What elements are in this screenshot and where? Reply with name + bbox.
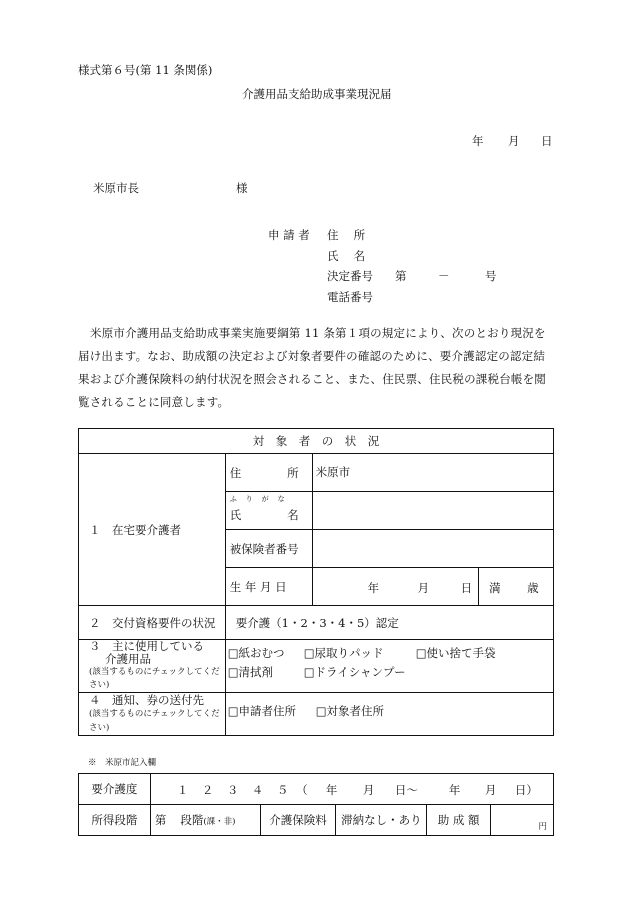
checkbox-disposable-gloves[interactable]: □使い捨て手袋	[415, 646, 496, 660]
date-day: 日	[541, 134, 553, 148]
section4-label: ４ 通知、券の送付先	[89, 693, 204, 707]
section1-label: １ 在宅要介護者	[79, 454, 226, 606]
age-field[interactable]	[479, 568, 554, 606]
consent-paragraph: 米原市介護用品支給助成事業実施要綱第 11 条第１項の規定により、次のとおり現況を届け出ます。なお、助成額の決定および対象者要件の確認のために、要介護認定の認定結果および介護保険料の納付状況を照会されること、また、住民票、住民税の課税台帳を閲覧されることに同意します。	[78, 326, 546, 409]
addressee-honorific: 様	[236, 181, 248, 195]
premium-label: 介護保険料	[260, 805, 336, 836]
subsidy-amount-cell[interactable]	[491, 805, 554, 836]
send-to-cell	[225, 693, 553, 736]
section4-note: (該当するものにチェックしてください)	[89, 709, 220, 733]
decision-go: 号	[485, 269, 497, 283]
period-year-1: 年	[325, 783, 338, 797]
arrears-status[interactable]: 滞納なし・あり	[336, 805, 427, 836]
section3-label-cell	[79, 640, 226, 693]
decision-dai: 第	[395, 269, 407, 283]
address-value: 米原市	[315, 465, 351, 479]
page-title: 介護用品支給助成事業現況届	[242, 87, 392, 101]
furigana-label: ふ り が な	[229, 495, 286, 503]
period-month-2: 月	[484, 783, 497, 797]
checkbox-cleansing-agent[interactable]: □清拭剤	[227, 665, 274, 679]
stage-note: (課・非)	[203, 817, 236, 827]
section3-label-1: ３ 主に使用している	[89, 639, 204, 653]
care-levels: １ ２ ３ ４ ５ （	[176, 783, 309, 797]
income-stage-cell[interactable]	[150, 805, 260, 836]
addressee-name: 米原市長	[93, 181, 139, 195]
birth-field[interactable]	[312, 568, 479, 606]
checkbox-diapers[interactable]: □紙おむつ	[227, 646, 285, 660]
status-table	[78, 428, 554, 736]
applicant-phone-label: 電話番号	[327, 290, 373, 304]
applicant-decision-label: 決定番号	[327, 269, 373, 283]
checkbox-urine-pads[interactable]: □尿取りパッド	[303, 646, 384, 660]
section2-value: 要介護（1・2・3・4・5）認定	[225, 606, 553, 640]
section3-label-2: 介護用品	[105, 652, 151, 666]
birth-label: 生 年 月 日	[225, 568, 312, 606]
stage-label: 段階	[180, 813, 204, 827]
applicant-name-label: 氏 名	[327, 249, 366, 263]
stage-dai: 第	[154, 813, 167, 827]
birth-month: 月	[417, 581, 430, 595]
name-label-cell	[225, 492, 312, 530]
date-month: 月	[508, 134, 520, 148]
period-month-1: 月	[362, 783, 375, 797]
name-label: 氏 名	[229, 508, 299, 522]
supplies-cell	[225, 640, 553, 693]
birth-year: 年	[367, 581, 380, 595]
age-unit: 歳	[527, 581, 539, 595]
decision-dash: －	[438, 269, 450, 283]
checkbox-subject-address[interactable]: □対象者住所	[315, 704, 385, 718]
name-field[interactable]	[312, 492, 553, 530]
form-number: 様式第６号(第 11 条関係)	[78, 63, 213, 77]
birth-day: 日	[460, 581, 473, 595]
period-day-2: 日）	[514, 783, 538, 797]
section3-note: (該当するものにチェックしてください)	[89, 667, 220, 690]
insured-label: 被保険者番号	[225, 530, 312, 568]
checkbox-dry-shampoo[interactable]: □ドライシャンプー	[303, 665, 406, 679]
city-use-table	[78, 773, 554, 836]
applicant-address-label: 住 所	[327, 228, 366, 242]
insured-field[interactable]	[312, 530, 553, 568]
date-year: 年	[472, 134, 484, 148]
section2-label: ２ 交付資格要件の状況	[79, 606, 226, 640]
address-value-cell[interactable]	[312, 454, 553, 492]
table-header: 対 象 者 の 状 況	[79, 429, 554, 454]
care-level-cell[interactable]	[150, 774, 553, 805]
section4-label-cell	[79, 693, 226, 736]
income-stage-label: 所得段階	[79, 805, 151, 836]
period-day-1: 日～	[394, 783, 418, 797]
checkbox-applicant-address[interactable]: □申請者住所	[227, 704, 297, 718]
care-level-label: 要介護度	[79, 774, 151, 805]
address-label: 住 所	[225, 454, 312, 492]
subsidy-label: 助 成 額	[427, 805, 491, 836]
applicant-label: 申 請 者	[268, 228, 310, 242]
period-year-2: 年	[448, 783, 461, 797]
city-use-label: ※ 米原市記入欄	[88, 758, 157, 768]
age-label: 満	[489, 581, 501, 595]
yen-unit: 円	[538, 822, 547, 832]
